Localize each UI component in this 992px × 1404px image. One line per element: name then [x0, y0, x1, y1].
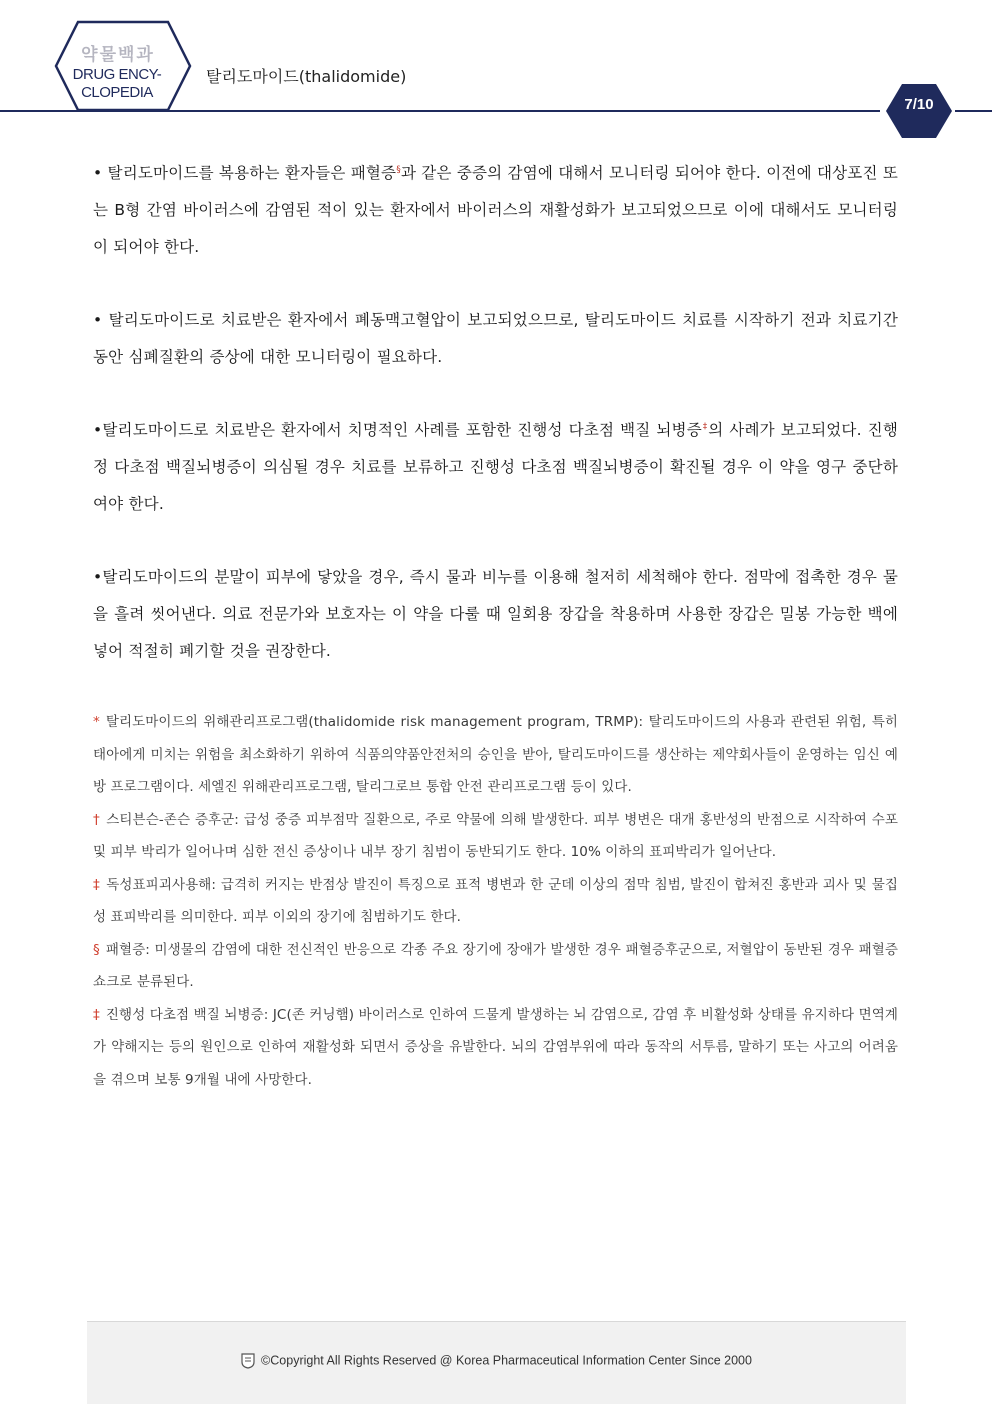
- footnote-symbol: §: [93, 941, 100, 958]
- copyright-text: ©Copyright All Rights Reserved @ Korea Pharmaceutical Information Center Since 2000: [261, 1353, 752, 1368]
- footnote-symbol: *: [93, 714, 100, 730]
- footnote-text: 탈리도마이드의 위해관리프로그램(thalidomide risk management program, TRMP): 탈리도마이드의 사용과 관련된 위험, 특히 태아에게 미치는 위험을 최소화하기 위하여 식품의약품안전처의 승인을 받아, 탈리도마이드를 생산하는 제약회사들이 운영하는 임신 예방 프로그램이다. 세엘진 위해관리프로그램, 탈리그로브 통합 안전 관리프로그램 등이 있다.: [93, 714, 898, 795]
- paragraph-pml: [93, 412, 898, 523]
- footnote-text: 스티븐슨-존슨 증후군: 급성 중증 피부점막 질환으로, 주로 약물에 의해 발생한다. 피부 병변은 대개 홍반성의 반점으로 시작하여 수포 및 피부 박리가 일어나며 심한 전신 증상이나 내부 장기 침범이 동반되기도 한다. 10% 이하의 표피박리가 일어난다.: [93, 811, 898, 860]
- footnote-symbol: †: [93, 811, 101, 828]
- paragraph-text-cont: 과 같은 중증의 감염에 대해서 모니터링 되어야 한다. 이전에 대상포진 또는 B형 간염 바이러스에 감염된 적이 있는 환자에서 바이러스의 재활성화가 보고되었으므로 이에 대해서도 모니터링이 되어야 한다.: [93, 164, 899, 256]
- paragraph-text: •탈리도마이드로 치료받은 환자에서 치명적인 사례를 포함한 진행성 다초점 백질 뇌병증: [93, 421, 702, 439]
- paragraph-text: •탈리도마이드의 분말이 피부에 닿았을 경우, 즉시 물과 비누를 이용해 철저히 세척해야 한다. 점막에 접촉한 경우 물을 흘려 씻어낸다. 의료 전문가와 보호자는 이 약을 다룰 때 일회용 장갑을 착용하며 사용한 장갑은 밀봉 가능한 백에 넣어 적절히 폐기할 것을 권장한다.: [93, 568, 898, 660]
- footnote-sjs: [93, 804, 898, 869]
- paragraph-pulmonary-hypertension: [93, 302, 898, 376]
- footnote-pml: [93, 999, 898, 1097]
- footnote-text: 진행성 다초점 백질 뇌병증: JC(존 커닝햄) 바이러스로 인하여 드물게 발생하는 뇌 감염으로, 감염 후 비활성화 상태를 유지하다 면역계가 약해지는 등의 원인으로 인하여 재활성화 되면서 증상을 유발한다. 뇌의 감염부위에 따라 동작의 서투름, 말하기 또는 사고의 어려움을 겪으며 보통 9개월 내에 사망한다.: [93, 1006, 898, 1088]
- paragraph-text: • 탈리도마이드를 복용하는 환자들은 패혈증: [93, 164, 397, 182]
- footnote-text: 패혈증: 미생물의 감염에 대한 전신적인 반응으로 각종 주요 장기에 장애가 발생한 경우 패혈증후군으로, 저혈압이 동반된 경우 패혈증 쇼크로 분류된다.: [93, 941, 898, 990]
- footnote-ten: [93, 869, 898, 934]
- page-header: [0, 0, 992, 140]
- footnote-trmp: [93, 706, 898, 804]
- footnote-symbol: ‡: [93, 876, 101, 893]
- footnote-sepsis: [93, 934, 898, 999]
- footnote-marker: §: [396, 164, 401, 175]
- logo-korean: 약물백과: [81, 45, 155, 65]
- page-number: 7/10: [904, 96, 934, 113]
- logo-english: [52, 66, 182, 102]
- footer-line: [87, 1353, 906, 1369]
- footnotes: [93, 706, 898, 1096]
- footnote-symbol: ‡: [93, 1006, 100, 1023]
- document-title: 탈리도마이드(thalidomide): [206, 67, 407, 86]
- page-footer: [87, 1321, 906, 1404]
- footnote-text: 독성표피괴사용해: 급격히 커지는 반점상 발진이 특징으로 표적 병변과 한 군데 이상의 점막 침범, 발진이 합쳐진 홍반과 괴사 및 물집성 표피박리를 의미한다. 피부 이외의 장기에 침범하기도 한다.: [93, 876, 898, 925]
- paragraph-text: • 탈리도마이드로 치료받은 환자에서 폐동맥고혈압이 보고되었으므로, 탈리도마이드 치료를 시작하기 전과 치료기간 동안 심폐질환의 증상에 대한 모니터링이 필요하다.: [93, 311, 898, 366]
- paragraph-sepsis-monitoring: [93, 155, 898, 266]
- paragraph-text-cont: 의 사례가 보고되었다. 진행정 다초점 백질뇌병증이 의심될 경우 치료를 보류하고 진행성 다초점 백질뇌병증이 확진될 경우 이 약을 영구 중단하여야 한다.: [93, 421, 898, 513]
- shield-icon: [241, 1353, 255, 1369]
- body-content: [93, 155, 898, 670]
- footnote-marker: ‡: [701, 421, 709, 432]
- paragraph-powder-handling: [93, 559, 898, 670]
- logo-english-line1: DRUG ENCY-: [72, 66, 162, 83]
- logo-english-line2: CLOPEDIA: [81, 84, 153, 101]
